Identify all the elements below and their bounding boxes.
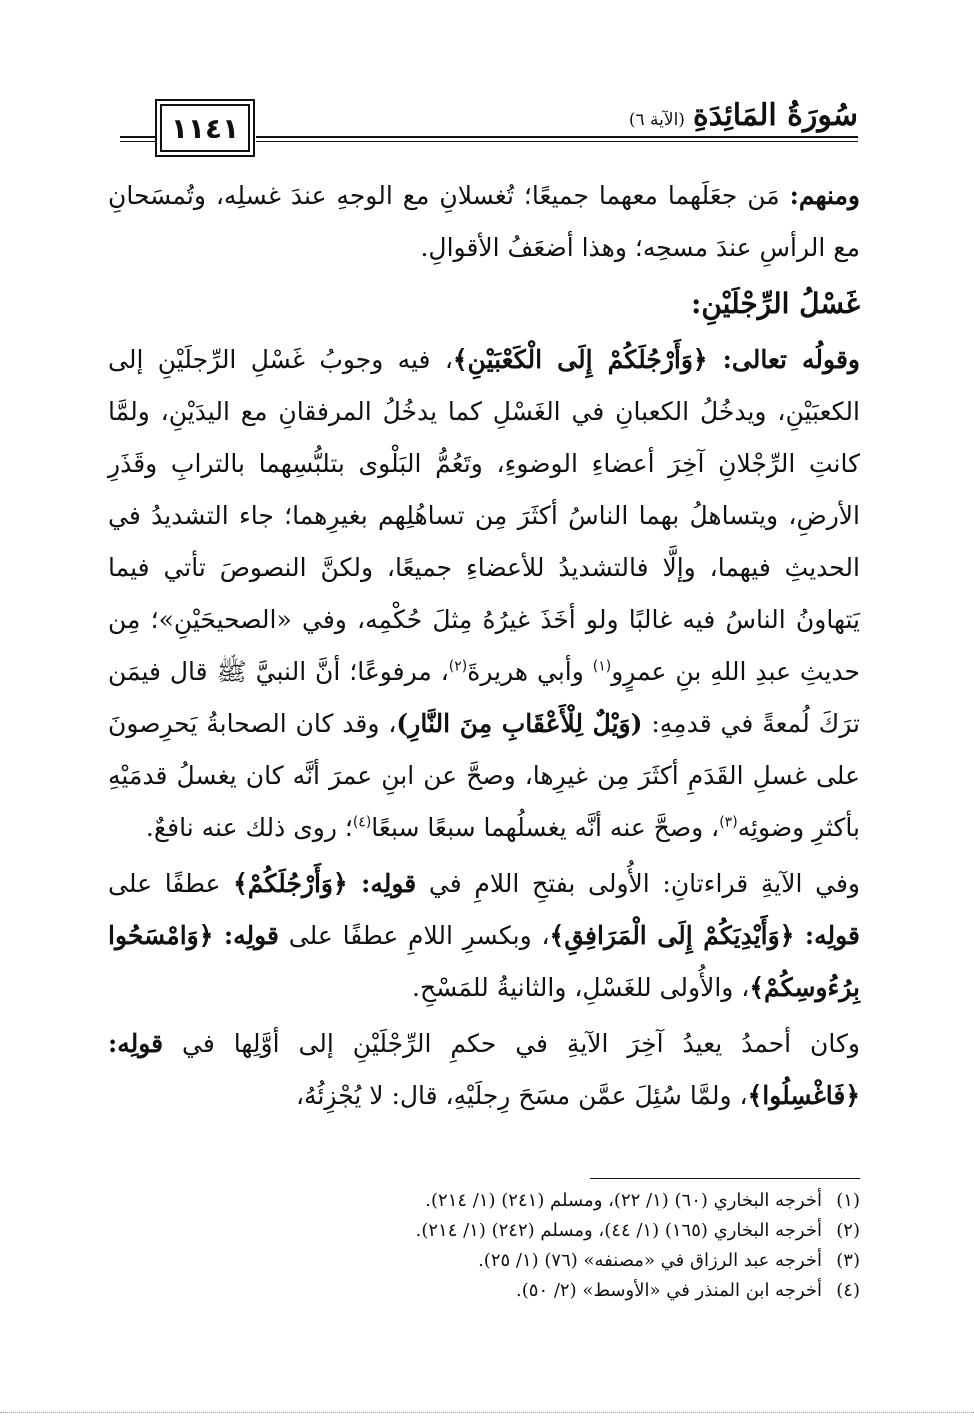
footnote-ref-3[interactable]: (٣) [719,814,738,831]
surah-name: سُورَةُ المَائِدَةِ [692,98,858,133]
running-title [619,98,858,133]
main-text [108,170,860,1122]
footnote-ref-2[interactable]: (٢) [448,658,468,675]
section-heading: غَسْلُ الرِّجْلَيْنِ: [690,287,860,320]
footnote-ref-4[interactable]: (٤) [352,814,372,831]
paragraph-text: ، وصحَّ عنه أنَّه يغسلُهما سبعًا سبعًا [371,813,720,842]
keyword: قولِه: [804,921,861,950]
keyword: قولِه: [108,1029,164,1058]
keyword: قولِه: [223,921,280,950]
paragraph-text: ؛ روى ذلك عنه نافعٌ. [145,813,353,842]
footnote-number: (٢) [836,1220,860,1241]
quran-verse: ﴿وَأَرْجُلَكُمْ﴾ [233,869,362,898]
paragraph-text: ، مرفوعًا؛ أنَّ النبيَّ ﷺ قال فيمَن ترَكَ لُمعةً في قدمِهِ: [108,657,861,738]
page-bottom-edge [0,1412,974,1413]
header-rule [256,136,858,138]
paragraph-text: ، وقد كان الصحابةُ يَحرِصونَ على غسلِ القَدَمِ أكثَرَ مِن غيرِها، وصحَّ عن ابنِ عمرَ أنَّه كان يغسلُ قدمَيْهِ بأكثرِ وضوئِه [108,709,860,842]
footnote-3 [114,1246,860,1276]
paragraph-text: ، وبكسرِ اللامِ عطفًا على [279,921,550,950]
paragraph-readings [108,858,860,1014]
quran-verse: ﴿فَاغْسِلُوا﴾ [747,1081,860,1110]
footnote-number: (٤) [836,1280,860,1301]
hadith-quote: (وَيْلٌ لِلْأَعْقَابِ مِنَ النَّارِ) [396,709,643,738]
footnote-1 [114,1186,860,1216]
paragraph-text: وكان أحمدُ يعيدُ آخِرَ الآيةِ في حكمِ الرِّجْلَيْنِ إلى أوَّلِها في [163,1029,860,1058]
paragraph-ahmad [108,1018,860,1122]
ayah-reference: (الآية ٦) [628,110,685,130]
keyword: قولِه: [361,869,417,898]
footnote-ref-1[interactable]: (١) [592,658,612,675]
page-number: ١١٤١ [160,104,250,152]
paragraph-text: ، ولمَّا سُئِلَ عمَّن مسَحَ رِجلَيْهِ، قال: لا يُجْزِئُهُ، [295,1081,748,1110]
footnote-text: أخرجه عبد الرزاق في «مصنفه» (٧٦) (١/ ٢٥). [478,1250,822,1271]
quran-verse: ﴿وَأَرْجُلَكُمْ إِلَى الْكَعْبَيْنِ﴾ [452,345,723,374]
footnote-number: (١) [836,1190,860,1211]
footnote-4 [114,1276,860,1306]
lead-word: وقولُه تعالى: [722,345,860,374]
paragraph-opinion [108,170,860,274]
paragraph-text: ، والأُولى للغَسْلِ، والثانيةُ للمَسْحِ. [412,973,750,1002]
footnote-separator [590,1178,860,1179]
footnote-text: أخرجه البخاري (٦٠) (١/ ٢٢)، ومسلم (٢٤١) (١/ ٢١٤). [425,1190,822,1211]
header-rule-left [120,136,156,138]
paragraph-text: وأبي هريرةَ [467,657,593,686]
header-rule-thin [256,141,858,142]
lead-word: ومنهم: [789,181,860,210]
paragraph-text: وفي الآيةِ قراءتانِ: الأُولى بفتحِ اللامِ في [416,869,860,898]
paragraph-feet-washing [108,334,860,854]
paragraph-text: عطفًا على [108,869,234,898]
paragraph-text: مَن جعَلَهما معهما جميعًا؛ تُغسلانِ مع الوجهِ عندَ غسلِه، وتُمسَحانِ مع الرأسِ عندَ مسحِه؛ وهذا أضعَفُ الأقوالِ. [108,181,860,262]
header-rule-left-thin [120,141,156,142]
paragraph-text: ، فيه وجوبُ غَسْلِ الرِّجلَيْنِ إلى الكعبَيْنِ، ويدخُلُ الكعبانِ في الغَسْلِ كما يدخُلُ المرفقانِ مع اليدَيْنِ، ولمَّا كانتِ الرِّجْلانِ آخِرَ أعضاءِ الوضوءِ، وتَعُمُّ البَلْوى بتلبُّسِهما بالترابِ وقَذَرِ الأرضِ، ويتساهلُ بهما الناسُ أكثَرَ مِن تساهُلِهم بغيرِهما؛ جاء التشديدُ في الحديثِ فيهما، وإلَّا فالتشديدُ للأعضاءِ جميعًا، ولكنَّ النصوصَ تأتي فيما يَتهاونُ الناسُ فيه غالبًا ولو أخَذَ غيرُهُ مِثلَ حُكْمِه، وفي «الصحيحَيْنِ»؛ مِن حديثِ عبدِ اللهِ بنِ عمرٍو [108,345,860,686]
quran-verse: ﴿وَأَيْدِيَكُمْ إِلَى الْمَرَافِقِ﴾ [549,921,805,950]
footnote-number: (٣) [836,1250,860,1271]
page-header [120,98,858,156]
footnote-2 [114,1216,860,1246]
footnotes [114,1186,860,1306]
quran-verse: ﴿وَامْسَحُوا بِرُءُوسِكُمْ﴾ [108,921,860,1002]
footnote-text: أخرجه ابن المنذر في «الأوسط» (٢/ ٥٠). [516,1280,822,1301]
footnote-text: أخرجه البخاري (١٦٥) (١/ ٤٤)، ومسلم (٢٤٢) (١/ ٢١٤). [415,1220,822,1241]
